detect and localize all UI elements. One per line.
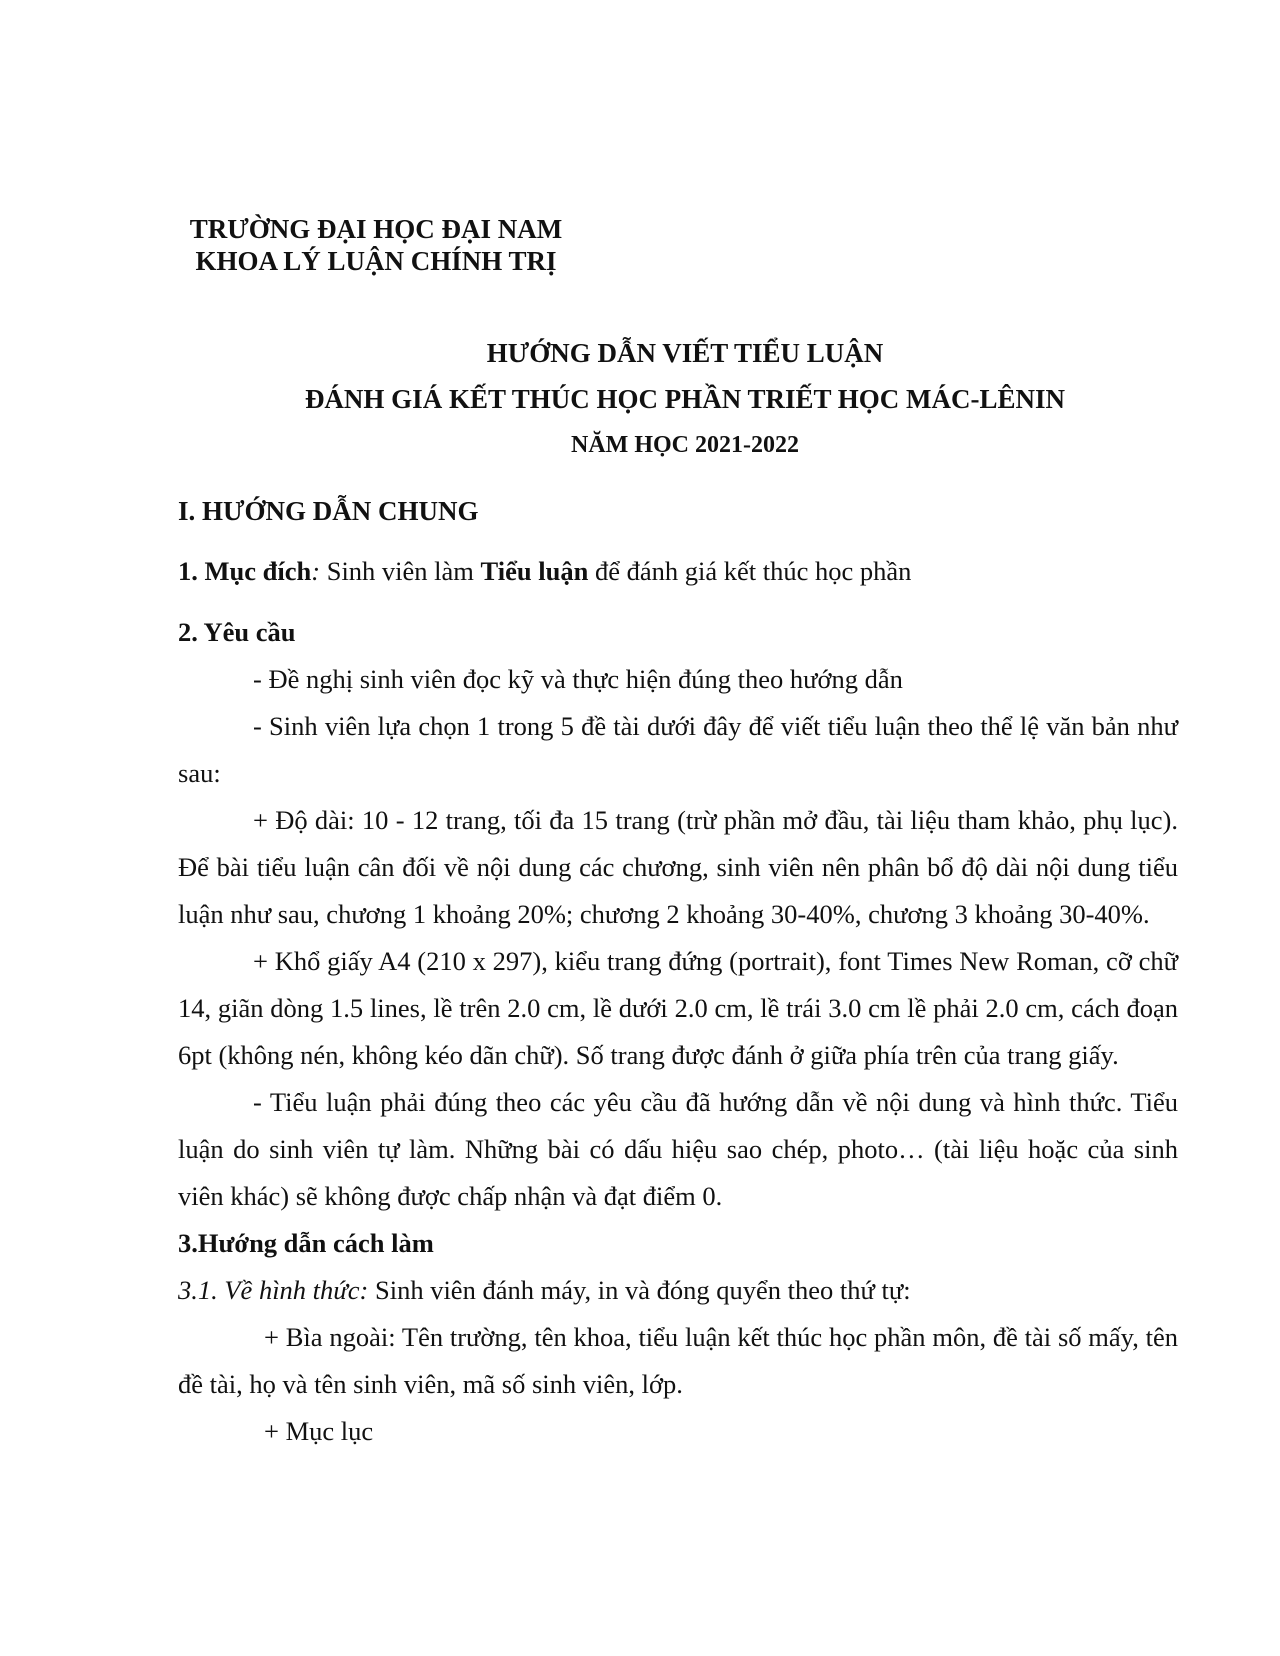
requirement-item-2: - Sinh viên lựa chọn 1 trong 5 đề tài dưới đây để viết tiểu luận theo thể lệ văn bản như sau: [178,711,1178,788]
university-name: TRƯỜNG ĐẠI HỌC ĐẠI NAM [189,214,563,244]
faculty-name: KHOA LÝ LUẬN CHÍNH TRỊ [195,246,557,276]
purpose-paragraph [178,548,1178,595]
requirement-originality: - Tiểu luận phải đúng theo các yêu cầu đã hướng dẫn về nội dung và hình thức. Tiểu luận do sinh viên tự làm. Những bài có dấu hiệu sao chép, photo… (tài liệu hoặc của sinh viên khác) sẽ không được chấp nhận và đạt điểm 0. [178,1087,1178,1211]
requirement-length: + Độ dài: 10 - 12 trang, tối đa 15 trang (trừ phần mở đầu, tài liệu tham khảo, phụ lục). Để bài tiểu luận cân đối về nội dung các chương, sinh viên nên phân bổ độ dài nội dung tiểu luận như sau, chương 1 khoảng 20%; chương 2 khoảng 30-40%, chương 3 khoảng 30-40%. [178,805,1178,929]
purpose-text-1: Sinh viên làm [320,556,481,586]
document-title: HƯỚNG DẪN VIẾT TIỂU LUẬN [486,338,884,368]
requirement-item-1: - Đề nghị sinh viên đọc kỹ và thực hiện đúng theo hướng dẫn [253,664,903,694]
purpose-label: 1. Mục đích [178,556,312,586]
purpose-text-2: để đánh giá kết thúc học phần [588,556,912,586]
form-paragraph [178,1267,1178,1314]
cover-item: + Bìa ngoài: Tên trường, tên khoa, tiểu luận kết thúc học phần môn, đề tài số mấy, tên đề tài, họ và tên sinh viên, mã số sinh viên, lớp. [178,1322,1178,1399]
document-subtitle: ĐÁNH GIÁ KẾT THÚC HỌC PHẦN TRIẾT HỌC MÁC-LÊNIN [304,384,1066,414]
form-label: 3.1. Về hình thức: [178,1275,369,1305]
form-text: Sinh viên đánh máy, in và đóng quyển theo thứ tự: [368,1275,911,1305]
section-body [178,548,1178,1455]
purpose-bold: Tiểu luận [480,556,589,586]
guide-heading: 3.Hướng dẫn cách làm [178,1228,434,1258]
academic-year: NĂM HỌC 2021-2022 [571,432,799,458]
purpose-colon: : [311,556,321,586]
institution-header [176,213,576,277]
toc-item: + Mục lục [264,1416,374,1446]
requirements-heading: 2. Yêu cầu [178,617,296,647]
section-heading-general: I. HƯỚNG DẪN CHUNG [178,496,479,526]
requirement-format: + Khổ giấy A4 (210 x 297), kiểu trang đứng (portrait), font Times New Roman, cỡ chữ 14, giãn dòng 1.5 lines, lề trên 2.0 cm, lề dưới 2.0 cm, lề trái 3.0 cm lề phải 2.0 cm, cách đoạn 6pt (không nén, không kéo dãn chữ). Số trang được đánh ở giữa phía trên của trang giấy. [178,946,1178,1070]
